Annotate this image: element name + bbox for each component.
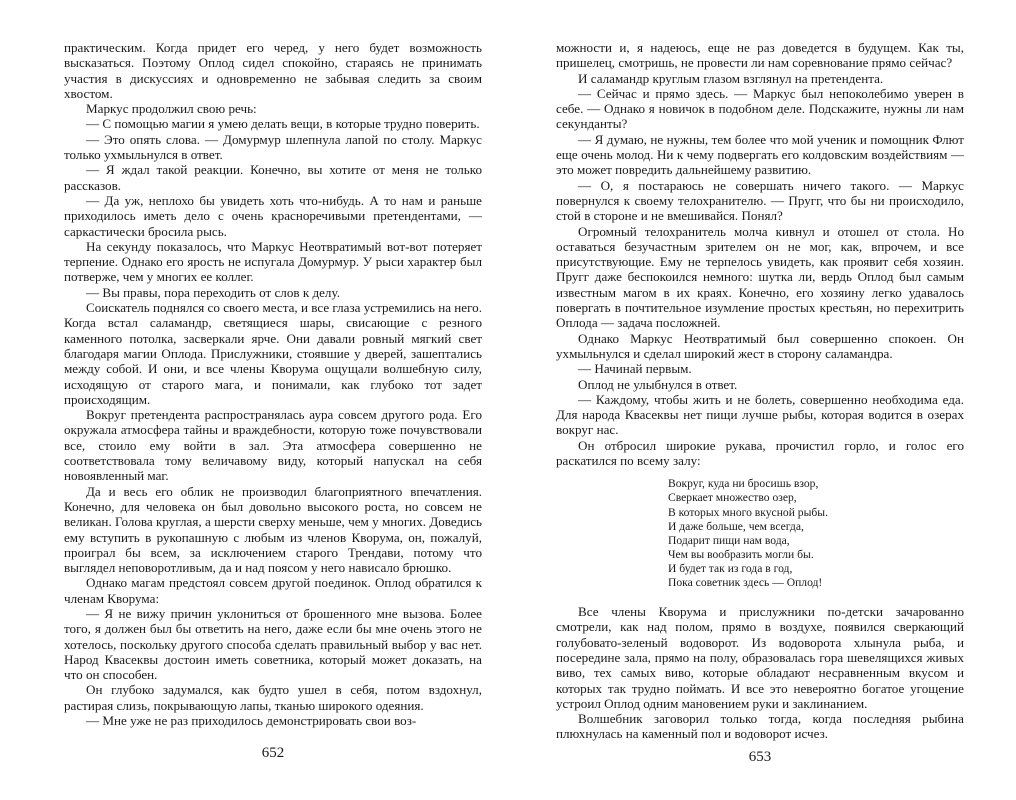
- paragraph: — Я думаю, не нужны, тем более что мой ученик и помощник Флют еще очень молод. Ни к чему подвергать его колдовским воздействиям — это может повредить дальнейшему развитию.: [556, 131, 964, 178]
- right-text-before-poem: [556, 40, 964, 468]
- paragraph: — Это опять слова. — Домурмур шлепнула лапой по столу. Маркус только ухмыльнулся в ответ.: [64, 131, 482, 163]
- paragraph: Однако магам предстоял совсем другой поединок. Оплод обратился к членам Кворума:: [64, 575, 482, 606]
- poem-line: Вокруг, куда ни бросишь взор,: [668, 477, 819, 491]
- page-number-right: 653: [748, 749, 772, 765]
- poem-line: В которых много вкусной рыбы.: [668, 505, 828, 519]
- poem-line: И будет так из года в год,: [668, 561, 793, 575]
- poem: [668, 477, 964, 590]
- paragraph: Он отбросил широкие рукава, прочистил горло, и голос его раскатился по всему залу:: [556, 437, 964, 469]
- paragraph: — Сейчас и прямо здесь. — Маркус был непоколебимо уверен в себе. — Однако я новичок в подобном деле. Подскажите, нужны ли нам секунданты?: [556, 85, 964, 132]
- paragraph: Однако Маркус Неотвратимый был совершенно спокоен. Он ухмыльнулся и сделал широкий жест в сторону саламандра.: [556, 330, 964, 361]
- paragraph: Огромный телохранитель молча кивнул и отошел от стола. Но оставаться безучастным зрителем он не мог, как, впрочем, и все присутствующие. Ему не терпелось увидеть, как проявит себя хозяин. Пругг даже беспокоился немного: шутка ли, вердь Оплод был самым известным магом в их краях. Конечно, его хозяину легко удавалось повергать в почтительное изумление простых крестьян, но перехитрить Оплода — задача посложней.: [556, 223, 964, 331]
- paragraph: — Начинай первым.: [578, 361, 692, 377]
- paragraph: Он глубоко задумался, как будто ушел в себя, потом вздохнул, растирая слизь, покрывающую лапы, тканью широкого одеяния.: [64, 682, 482, 713]
- paragraph: Все члены Кворума и прислужники по-детски зачарованно смотрели, как над полом, прямо в воздухе, появился сверкающий голубовато-зеленый водоворот. Из водоворота хлынула рыба, и посередине зала, прямо на полу, образовалась гора шевелящихся живых виво, тех самых виво, которые обладают несравненным вкусом и которых так трудно поймать. И все это невероятно богатое угощение устроил Оплод одним мановением руки и заклинанием.: [556, 604, 964, 711]
- paragraph: практическим. Когда придет его черед, у него будет возможность высказаться. Поэтому Оплод сидел спокойно, стараясь не принимать участия в дискуссиях и одновременно не забывая следить за своим хвостом.: [64, 40, 482, 101]
- poem-line: И даже больше, чем всегда,: [668, 519, 804, 533]
- paragraph: На секунду показалось, что Маркус Неотвратимый вот-вот потеряет терпение. Однако его ярость не испугала Домурмур. У рыси характер был потверже, чем у многих ее коллег.: [64, 238, 482, 285]
- poem-line: Пока советник здесь — Оплод!: [668, 575, 823, 589]
- poem-line: Сверкает множество озер,: [668, 491, 797, 505]
- paragraph: Да и весь его облик не производил благоприятного впечатления. Конечно, для человека он был довольно высокого роста, но совсем не великан. Голова круглая, а шерсти сверху меньше, чем у многих. Доведись ему вступить в рукопашную с любым из членов Кворума, он, пожалуй, проиграл бы всем, за исключением старого Трендави, потому что выглядел неповоротливым, да и над поясом у него нависало брюшко.: [64, 483, 482, 576]
- paragraph: Соискатель поднялся со своего места, и все глаза устремились на него. Когда встал саламандр, светящиеся шары, свисающие с резного каменного потолка, засверкали ярче. Они давали ровный мягкий свет благодаря магии Оплода. Прислужники, стоявшие у дверей, зашептались между собой. И они, и все члены Кворума ощущали волшебную силу, исходящую от старого мага, и понимали, как глубоко тот задет происходящим.: [64, 300, 482, 407]
- right-text-after-poem: [556, 604, 964, 742]
- paragraph: — Вы правы, пора переходить от слов к делу.: [86, 284, 340, 300]
- paragraph: — С помощью магии я умею делать вещи, в которые трудно поверить.: [86, 116, 480, 132]
- paragraph: — Каждому, чтобы жить и не болеть, совершенно необходима еда. Для народа Квасеквы нет пищи лучше рыбы, которая водится в озерах вокруг нас.: [556, 391, 964, 438]
- paragraph: Волшебник заговорил только тогда, когда последняя рыбина плюхнулась на каменный пол и водоворот исчез.: [556, 711, 964, 742]
- paragraph: можности и, я надеюсь, еще не раз доведется в будущем. Как ты, пришелец, смотришь, не провести ли нам соревнование прямо сейчас?: [556, 40, 964, 71]
- paragraph: И саламандр круглым глазом взглянул на претендента.: [578, 70, 884, 86]
- paragraph: — Я не вижу причин уклониться от брошенного мне вызова. Более того, я должен был бы ответить на него, даже если бы мне очень этого не хотелось, поскольку другого способа сделать правильный выбор у вас нет. Народ Квасеквы достоин иметь советника, который может доказать, на что он способен.: [64, 605, 482, 683]
- right-page-text: [556, 40, 964, 742]
- paragraph: — Да уж, неплохо бы увидеть хоть что-нибудь. А то нам и раньше приходилось иметь дело с очень красноречивыми претендентами, — саркастически бросила рысь.: [64, 192, 482, 239]
- poem-line: Подарит пищи нам вода,: [668, 533, 790, 547]
- page-number-left: 652: [261, 745, 285, 761]
- paragraph: — О, я постараюсь не совершать ничего такого. — Маркус повернулся к своему телохранителю. — Пругг, что бы ни происходило, стой в стороне и не вмешивайся. Понял?: [556, 177, 964, 224]
- right-page: [556, 40, 964, 765]
- left-page: [64, 40, 482, 760]
- paragraph: — Я ждал такой реакции. Конечно, вы хотите от меня не только рассказов.: [64, 162, 482, 193]
- paragraph: — Мне уже не раз приходилось демонстрировать свои воз-: [86, 713, 417, 729]
- paragraph: Вокруг претендента распространялась аура совсем другого рода. Его окружала атмосфера тайны и враждебности, которую тоже почувствовали все, стоило ему войти в зал. Эта атмосфера совершенно не соответствовала тому величавому виду, который напускал на себя новоявленный маг.: [64, 407, 482, 484]
- paragraph: Маркус продолжил свою речь:: [86, 101, 257, 117]
- paragraph: Оплод не улыбнулся в ответ.: [578, 376, 738, 392]
- poem-line: Чем вы вообразить могли бы.: [668, 547, 814, 561]
- left-page-text: [64, 40, 482, 728]
